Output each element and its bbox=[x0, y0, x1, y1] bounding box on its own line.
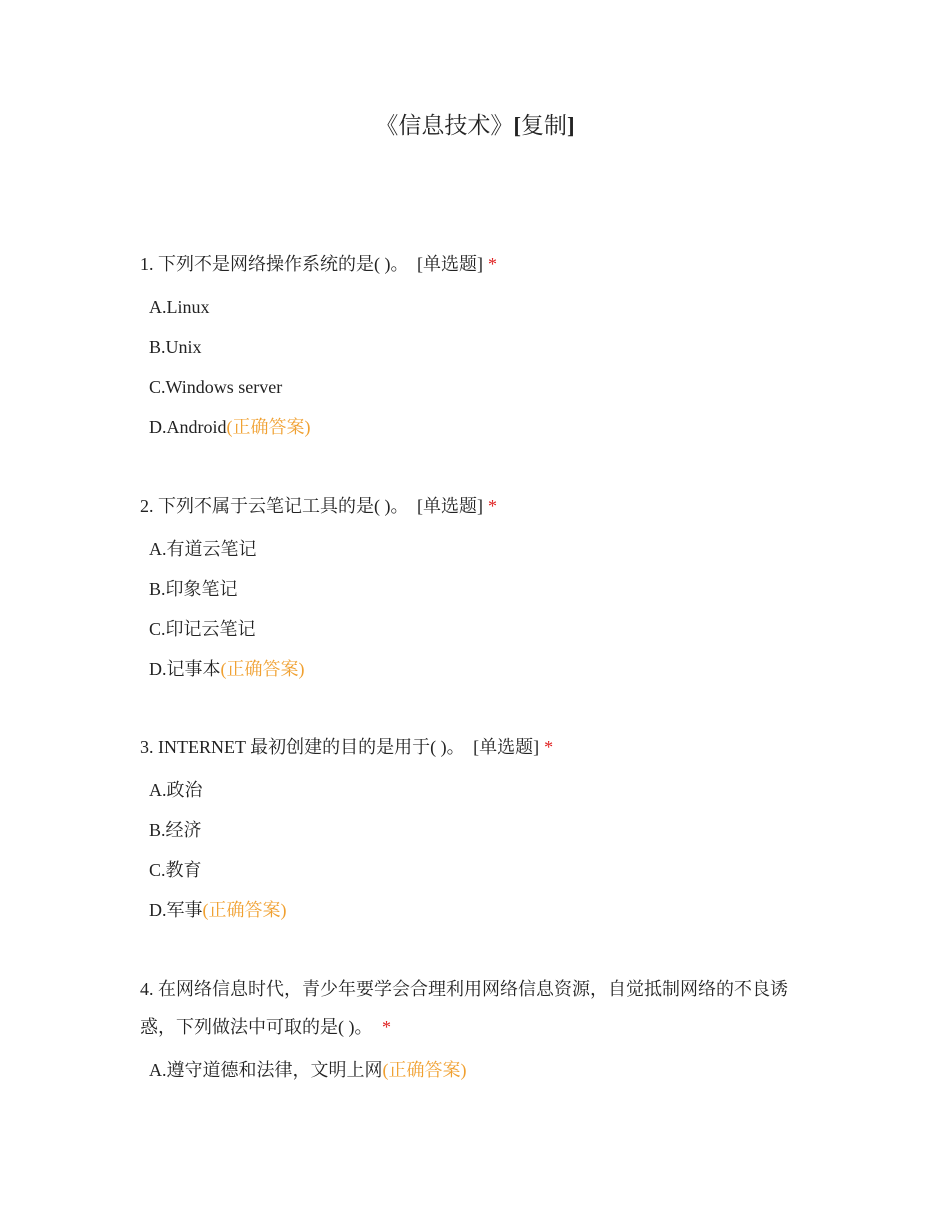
question-3 bbox=[140, 728, 820, 930]
option-label: D.军事 bbox=[149, 900, 203, 920]
option-d[interactable] bbox=[149, 890, 820, 930]
question-text bbox=[140, 487, 820, 525]
option-label: A.有道云笔记 bbox=[149, 539, 257, 559]
title-main: 《信息技术》 bbox=[375, 113, 514, 138]
option-a[interactable] bbox=[149, 529, 820, 569]
option-b[interactable] bbox=[149, 327, 820, 367]
question-2 bbox=[140, 487, 820, 689]
option-label: B.印象笔记 bbox=[149, 579, 238, 599]
option-b[interactable] bbox=[149, 810, 820, 850]
correct-answer-tag: (正确答案) bbox=[220, 659, 305, 679]
option-c[interactable] bbox=[149, 850, 820, 890]
question-text bbox=[140, 245, 820, 283]
required-marker: * bbox=[544, 737, 554, 757]
correct-answer-tag: (正确答案) bbox=[226, 417, 311, 437]
question-text bbox=[140, 970, 820, 1046]
option-a[interactable] bbox=[149, 770, 820, 810]
question-type-badge: [单选题] bbox=[417, 496, 483, 516]
question-stem: 2. 下列不属于云笔记工具的是( )。 bbox=[140, 496, 409, 516]
option-a[interactable] bbox=[149, 1050, 820, 1090]
option-label: C.印记云笔记 bbox=[149, 619, 256, 639]
option-list bbox=[140, 287, 820, 447]
correct-answer-tag: (正确答案) bbox=[202, 900, 287, 920]
option-list bbox=[140, 529, 820, 689]
option-list bbox=[140, 1050, 820, 1090]
option-label: C.教育 bbox=[149, 860, 202, 880]
option-a[interactable] bbox=[149, 287, 820, 327]
question-1 bbox=[140, 245, 820, 447]
required-marker: * bbox=[488, 496, 497, 516]
option-label: D.记事本 bbox=[149, 659, 221, 679]
title-bracket-open: [ bbox=[513, 113, 521, 138]
required-marker: * bbox=[488, 254, 497, 274]
required-marker: * bbox=[382, 1017, 391, 1037]
option-d[interactable] bbox=[149, 649, 820, 689]
correct-answer-tag: (正确答案) bbox=[382, 1060, 467, 1080]
page-title bbox=[0, 109, 950, 143]
option-label: C.Windows server bbox=[149, 377, 283, 397]
option-b[interactable] bbox=[149, 569, 820, 609]
question-text bbox=[140, 728, 820, 766]
option-list bbox=[140, 770, 820, 930]
option-c[interactable] bbox=[149, 609, 820, 649]
question-stem: 3. INTERNET 最初创建的目的是用于( )。 bbox=[140, 737, 465, 757]
option-label: B.经济 bbox=[149, 820, 202, 840]
option-label: A.政治 bbox=[149, 780, 203, 800]
option-label: B.Unix bbox=[149, 337, 202, 357]
question-type-badge: [单选题] bbox=[417, 254, 483, 274]
title-bracket-close: ] bbox=[567, 113, 575, 138]
option-c[interactable] bbox=[149, 367, 820, 407]
title-suffix: 复制 bbox=[521, 113, 567, 138]
option-label: A.遵守道德和法律，文明上网 bbox=[149, 1060, 383, 1080]
question-type-badge: [单选题] bbox=[473, 737, 540, 757]
question-4 bbox=[140, 970, 820, 1090]
option-label: D.Android bbox=[149, 417, 227, 437]
option-label: A.Linux bbox=[149, 297, 210, 317]
question-stem: 4. 在网络信息时代，青少年要学会合理利用网络信息资源，自觉抵制网络的不良诱惑，下列做法中可取的是( )。 bbox=[140, 979, 788, 1037]
option-d[interactable] bbox=[149, 407, 820, 447]
question-stem: 1. 下列不是网络操作系统的是( )。 bbox=[140, 254, 409, 274]
